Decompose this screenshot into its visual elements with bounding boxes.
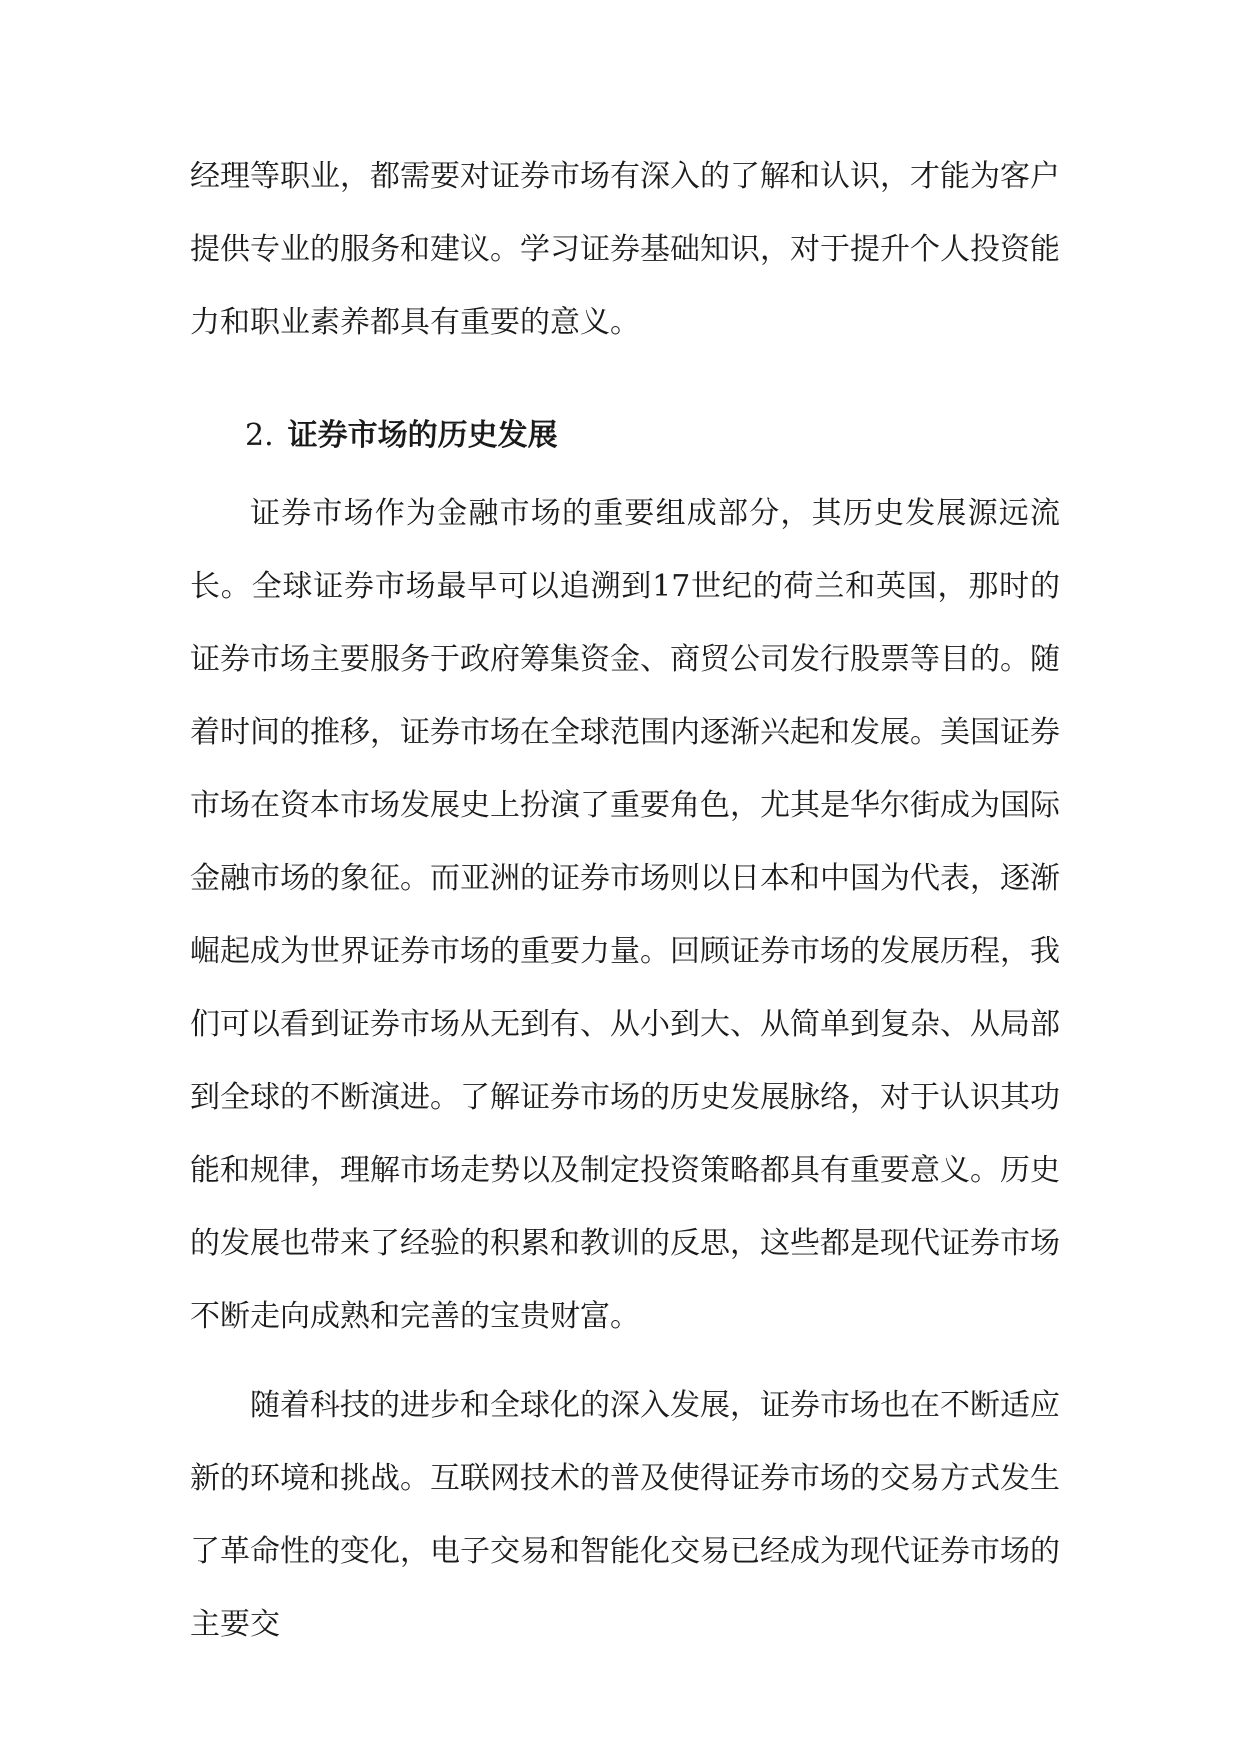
section-number: 2.: [245, 418, 274, 453]
paragraph-history: 证券市场作为金融市场的重要组成部分，其历史发展源远流长。全球证券市场最早可以追溯到17世纪的荷兰和英国，那时的证券市场主要服务于政府筹集资金、商贸公司发行股票等目的。随着时间的推移，证券市场在全球范围内逐渐兴起和发展。美国证券市场在资本市场发展史上扮演了重要角色，尤其是华尔街成为国际金融市场的象征。而亚洲的证券市场则以日本和中国为代表，逐渐崛起成为世界证券市场的重要力量。回顾证券市场的发展历程，我们可以看到证券市场从无到有、从小到大、从简单到复杂、从局部到全球的不断演进。了解证券市场的历史发展脉络，对于认识其功能和规律，理解市场走势以及制定投资策略都具有重要意义。历史的发展也带来了经验的积累和教训的反思，这些都是现代证券市场不断走向成熟和完善的宝贵财富。: [190, 496, 1060, 1334]
paragraph-gap: [190, 1353, 1060, 1369]
paragraph-technology: 随着科技的进步和全球化的深入发展，证券市场也在不断适应新的环境和挑战。互联网技术的普及使得证券市场的交易方式发生了革命性的变化，电子交易和智能化交易已经成为现代证券市场的主要交: [190, 1388, 1060, 1642]
paragraph-intro-continued: 经理等职业，都需要对证券市场有深入的了解和认识，才能为客户提供专业的服务和建议。学习证券基础知识，对于提升个人投资能力和职业素养都具有重要的意义。: [190, 159, 1060, 340]
document-body: [190, 140, 1060, 1661]
section-title: 证券市场的历史发展: [287, 418, 558, 453]
section-heading: [190, 399, 1060, 472]
